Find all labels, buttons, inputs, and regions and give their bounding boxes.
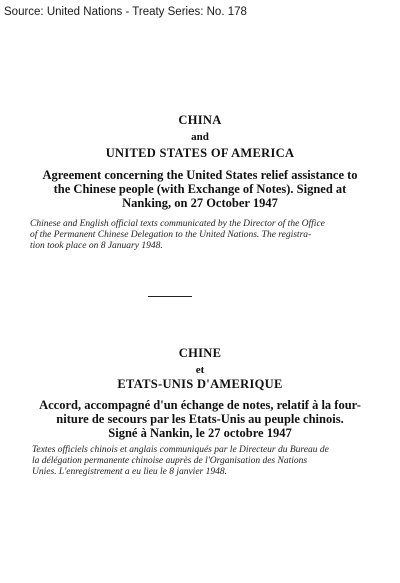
english-agreement-title [20,168,380,210]
french-note-line: Unies. L'enregistrement a eu lieu le 8 janvier 1948. [32,467,227,477]
section-divider [148,296,192,297]
english-country-1: CHINA [178,113,222,127]
french-note-line: Textes officiels chinois et anglais communiqués par le Directeur du Bureau de [32,445,329,455]
french-country-1: CHINE [178,346,222,360]
english-title-line: Nanking, on 27 October 1947 [122,196,278,210]
english-note-line: Chinese and English official texts communicated by the Director of the Office [30,219,325,229]
french-note-line: la délégation permanente chinoise auprès de l'Organisation des Nations [32,456,308,466]
english-registration-note [30,219,375,252]
french-country-2: ETATS-UNIS D'AMERIQUE [117,377,283,391]
french-conjunction: et [195,364,205,376]
english-title-line: Agreement concerning the United States relief assistance to [42,168,358,182]
french-title-line: Accord, accompagné d'un échange de notes, relatif à la four- [39,398,361,412]
english-note-line: tion took place on 8 January 1948. [30,241,163,251]
french-title-line: niture de secours par les Etats-Unis au peuple chinois. [56,412,344,426]
french-title-line: Signé à Nankin, le 27 octobre 1947 [108,426,292,440]
english-country-2: UNITED STATES OF AMERICA [105,146,295,160]
french-registration-note [32,445,372,478]
source-line: Source: United Nations - Treaty Series: No. 178 [4,6,247,18]
english-note-line: of the Permanent Chinese Delegation to the United Nations. The registra- [30,230,312,240]
english-conjunction: and [191,131,209,143]
english-title-line: the Chinese people (with Exchange of Notes). Signed at [53,182,347,196]
french-agreement-title [20,398,380,440]
